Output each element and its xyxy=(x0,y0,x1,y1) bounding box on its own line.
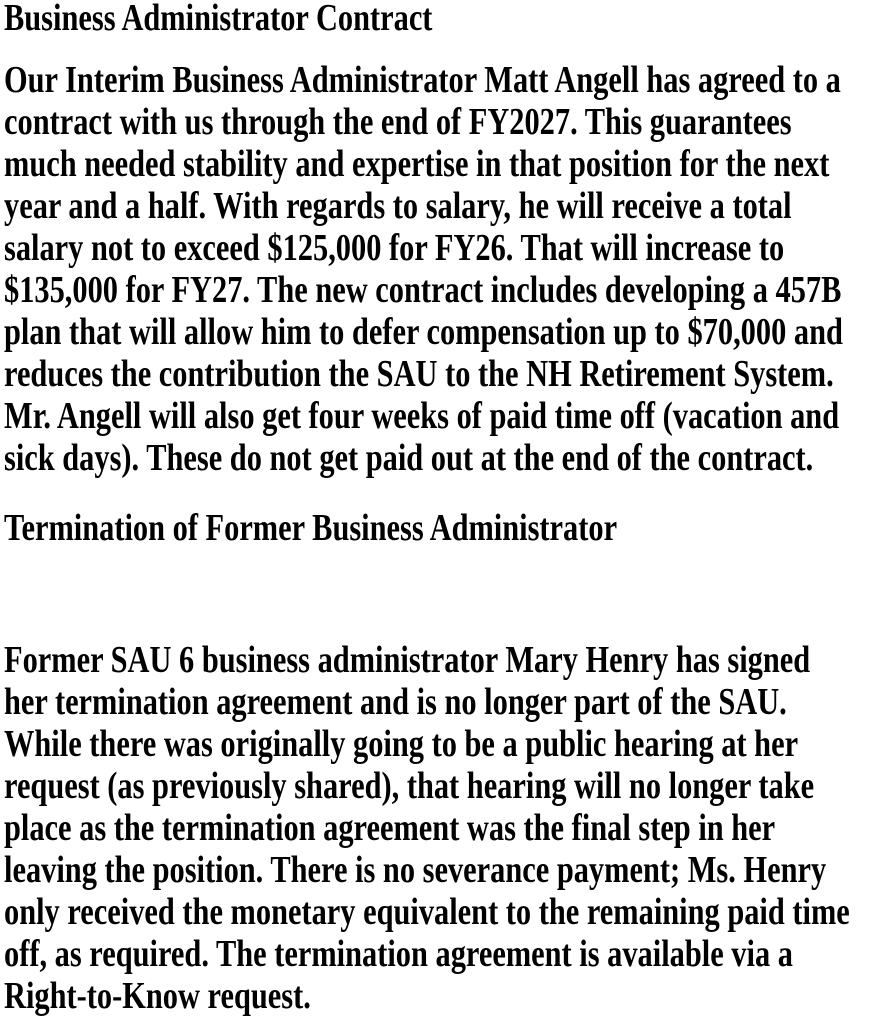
section-heading-business-administrator-contract: Business Administrator Contract xyxy=(4,0,433,39)
paragraph-contract-details: Our Interim Business Administrator Matt Angell has agreed to a contract with us through the end of FY2027. This guarantees much needed stability and expertise in that position for the next year and a half. With regards to salary, he will receive a total salary not to exceed $125,000 for FY26. That will increase to $135,000 for FY27. The new contract includes developing a 457B plan that will allow him to defer compensation up to $70,000 and reduces the contribution the SAU to the NH Retirement System. Mr. Angell will also get four weeks of paid time off (vacation and sick days). These do not get paid out at the end of the contract. xyxy=(4,59,843,479)
paragraph-termination-details: Former SAU 6 business administrator Mary Henry has signed her termination agreement and is no longer part of the SAU. While there was originally going to be a public hearing at her request (as previously shared), that hearing will no longer take place as the termination agreement was the final step in her leaving the position. There is no severance payment; Ms. Henry only received the monetary equivalent to the remaining paid time off, as required. The termination agreement is available via a Right-to-Know request. xyxy=(4,639,850,1017)
section-heading-termination-former-business-administrator: Termination of Former Business Administrator xyxy=(4,507,618,549)
